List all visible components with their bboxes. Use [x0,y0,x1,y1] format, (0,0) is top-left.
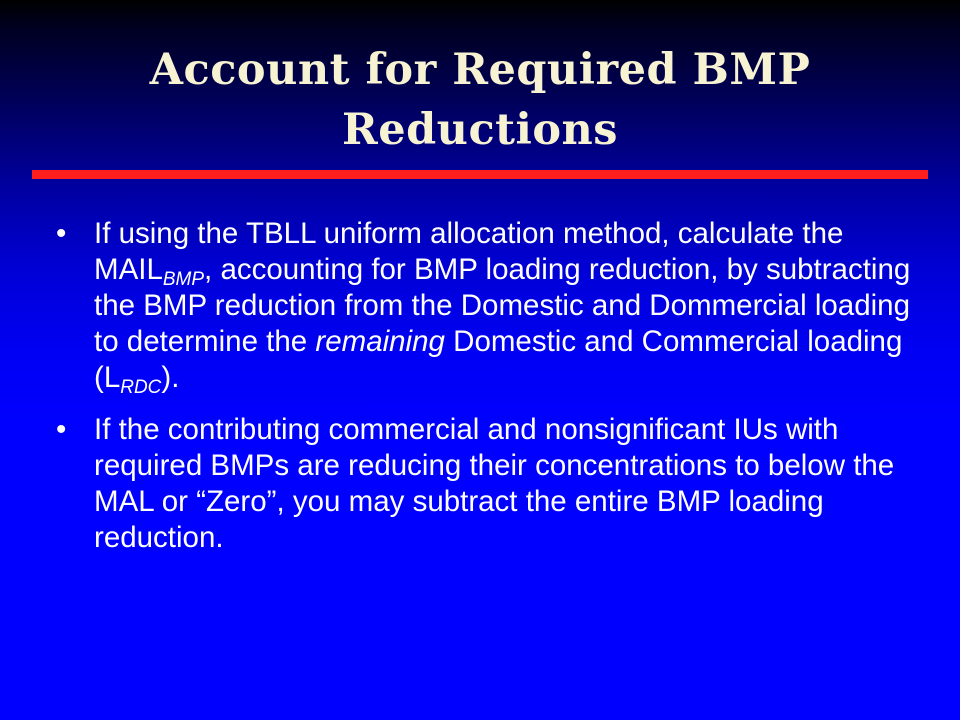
title-line-2: Reductions [342,105,618,155]
bullet-marker: • [56,217,67,250]
bullet-1-text-part-4: ). [161,361,180,394]
title-divider [32,170,928,179]
bullet-item-1 [52,216,912,396]
bullet-marker: • [56,413,67,446]
title-line-1: Account for Required BMP [149,45,811,95]
subscript-bmp: BMP [162,269,205,290]
emphasis-remaining: remaining [315,325,445,358]
bullet-list [52,216,912,572]
bullet-1-text-part-3: Domestic and Commercial loading (L [94,325,903,394]
bullet-2-text: If the contributing commercial and nonsignificant IUs with required BMPs are reducing their concentrations to below the MAL or “Zero”, you may subtract the entire BMP loading reduction. [94,413,895,554]
subscript-rdc: RDC [120,377,162,398]
bullet-1-text-part-1: If using the TBLL uniform allocation method, calculate the MAIL [94,217,844,286]
bullet-1-text [94,217,911,398]
slide-title [0,40,960,160]
bullet-1-text-part-2: , accounting for BMP loading reduction, by subtracting the BMP reduction from the Domestic and Dommercial loading to determine the [94,253,911,358]
bullet-item-2 [52,412,912,556]
